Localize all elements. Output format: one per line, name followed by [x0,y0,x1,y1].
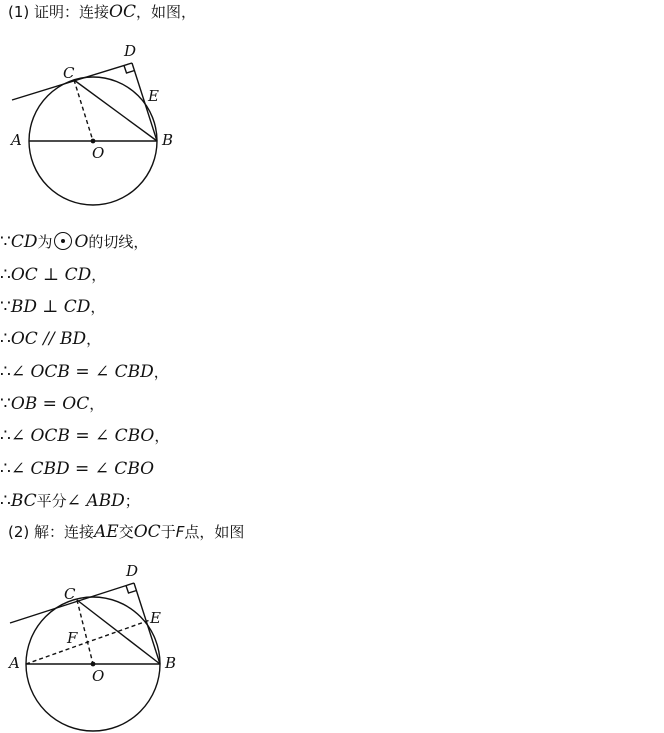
label-F: F [67,629,78,647]
proof-step: ∵OB = OC， [0,394,105,414]
proof-step: ∴BC平分∠ ABD； [0,491,140,511]
label-B: B [165,654,177,672]
proof-step: ∴OC // BD， [0,329,102,349]
figure-1 [0,36,200,212]
part2-heading: (2) 解：连接AE交OC于F点，如图 [8,522,245,542]
proof-step: ∴∠ OCB = ∠ CBD， [0,362,169,382]
label-B: B [162,131,174,149]
label-C: C [63,64,75,82]
proof-step: ∴OC ⊥ CD， [0,265,107,285]
proof-step: ∴∠ CBD = ∠ CBO [0,459,155,479]
part1-heading: (1) 证明：连接OC，如图， [8,2,196,22]
circle-dot-icon [54,232,72,250]
label-E: E [150,609,161,627]
label-O: O [92,667,105,685]
figure-2 [0,557,200,733]
label-D: D [124,42,137,60]
label-C: C [64,585,76,603]
label-A: A [9,654,20,672]
label-E: E [148,87,159,105]
proof-step: ∵BD ⊥ CD， [0,297,106,317]
proof-step: ∴∠ OCB = ∠ CBO， [0,426,170,446]
proof-step: ∵CD为 O的切线， [0,232,149,252]
label-O: O [92,144,105,162]
label-D: D [126,562,139,580]
label-A: A [11,131,22,149]
